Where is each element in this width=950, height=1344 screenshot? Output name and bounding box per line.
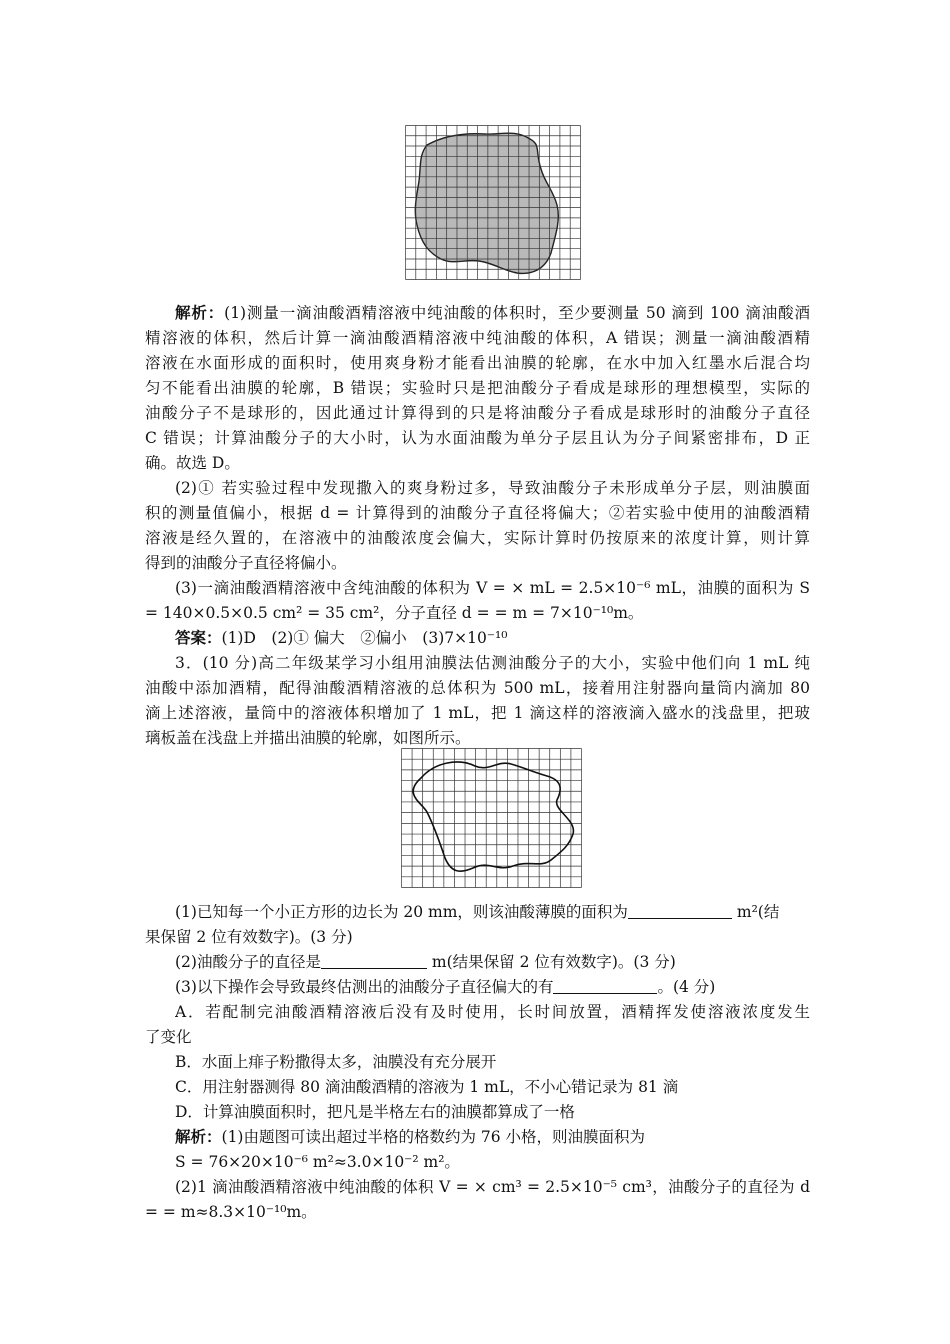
option-a-line2: 了变化 [145,1028,192,1046]
oil-film-figure-1 [405,125,581,280]
analysis1-line3: 溶液在水面形成的面积时，使用爽身粉才能看出油膜的轮廓，在水中加入红墨水后混合均 [145,354,810,372]
question3-line2: 油酸中添加酒精，配得油酸酒精溶液的总体积为 500 mL，接着用注射器向量筒内滴加 80 [145,679,810,697]
analysis1-p3-line1: (3)一滴油酸酒精溶液中含纯油酸的体积为 V = × mL = 2.5×10⁻⁶ mL，油膜的面积为 S [175,579,810,597]
question3-line4: 璃板盖在浅盘上并描出油膜的轮廓，如图所示。 [145,729,471,747]
option-a-line1: A．若配制完油酸酒精溶液后没有及时使用，长时间放置，酒精挥发使溶液浓度发生 [175,1003,810,1021]
analysis1-line7: 确。故选 D。 [145,454,240,472]
analysis1-line4: 匀不能看出油膜的轮廓，B 错误；实验时只是把油酸分子看成是球形的理想模型，实际的 [145,379,810,397]
answer-blank-3[interactable] [553,979,657,994]
question3-line3: 滴上述溶液，量筒中的溶液体积增加了 1 mL，把 1 滴这样的溶液滴入盛水的浅盘里，把玻 [145,704,810,722]
analysis1-p2-line4: 得到的油酸分子直径将偏小。 [145,554,347,572]
answer-line: 答案：(1)D (2)① 偏大 ②偏小 (3)7×10⁻¹⁰ [175,628,508,647]
question3-sub1-line1: (1)已知每一个小正方形的边长为 20 mm，则该油酸薄膜的面积为 m²(结 [175,903,780,921]
question3-sub1-line2: 果保留 2 位有效数字)。(3 分) [145,928,353,946]
question3-sub3: (3)以下操作会导致最终估测出的油酸分子直径偏大的有 。(4 分) [175,978,716,996]
analysis2-line2: S = 76×20×10⁻⁶ m²≈3.0×10⁻² m²。 [175,1153,460,1171]
analysis1-p2-line1: (2)① 若实验过程中发现撒入的爽身粉过多，导致油酸分子未形成单分子层，则油膜面 [175,479,810,497]
analysis1-line6: C 错误；计算油酸分子的大小时，认为水面油酸为单分子层且认为分子间紧密排布，D 正 [145,429,810,447]
option-b: B．水面上痱子粉撒得太多，油膜没有充分展开 [175,1053,497,1071]
analysis1-line1: 解析：(1)测量一滴油酸酒精溶液中纯油酸的体积时，至少要测量 50 滴到 100 滴油酸酒 [175,303,810,322]
option-c: C．用注射器测得 80 滴油酸酒精的溶液为 1 mL，不小心错记录为 81 滴 [175,1078,679,1096]
analysis1-p2-line2: 积的测量值偏小，根据 d = 计算得到的油酸分子直径将偏大；②若实验中使用的油酸酒精 [145,504,810,522]
analysis1-p2-line3: 溶液是经久置的，在溶液中的油酸浓度会偏大，实际计算时仍按原来的浓度计算，则计算 [145,529,810,547]
analysis2-line4: = = m≈8.3×10⁻¹⁰m。 [145,1203,317,1221]
answer-blank-1[interactable] [628,904,732,919]
question3-line1: 3．(10 分)高二年级某学习小组用油膜法估测油酸分子的大小，实验中他们向 1 mL 纯 [175,654,810,672]
analysis2-line1: 解析：(1)由题图可读出超过半格的格数约为 76 小格，则油膜面积为 [175,1127,646,1146]
analysis2-line3: (2)1 滴油酸酒精溶液中纯油酸的体积 V = × cm³ = 2.5×10⁻⁵ cm³，油酸分子的直径为 d [175,1178,810,1196]
question3-sub2: (2)油酸分子的直径是 m(结果保留 2 位有效数字)。(3 分) [175,953,676,971]
option-d: D．计算油膜面积时，把凡是半格左右的油膜都算成了一格 [175,1103,575,1121]
analysis1-line5: 油酸分子不是球形的，因此通过计算得到的只是将油酸分子看成是球形时的油酸分子直径 [145,404,810,422]
answer-blank-2[interactable] [321,954,427,969]
analysis1-line2: 精溶液的体积，然后计算一滴油酸酒精溶液中纯油酸的体积，A 错误；测量一滴油酸酒精 [145,329,810,347]
oil-film-figure-2 [401,748,582,888]
analysis1-p3-line2: = 140×0.5×0.5 cm² = 35 cm²，分子直径 d = = m = 7×10⁻¹⁰m。 [145,604,644,622]
